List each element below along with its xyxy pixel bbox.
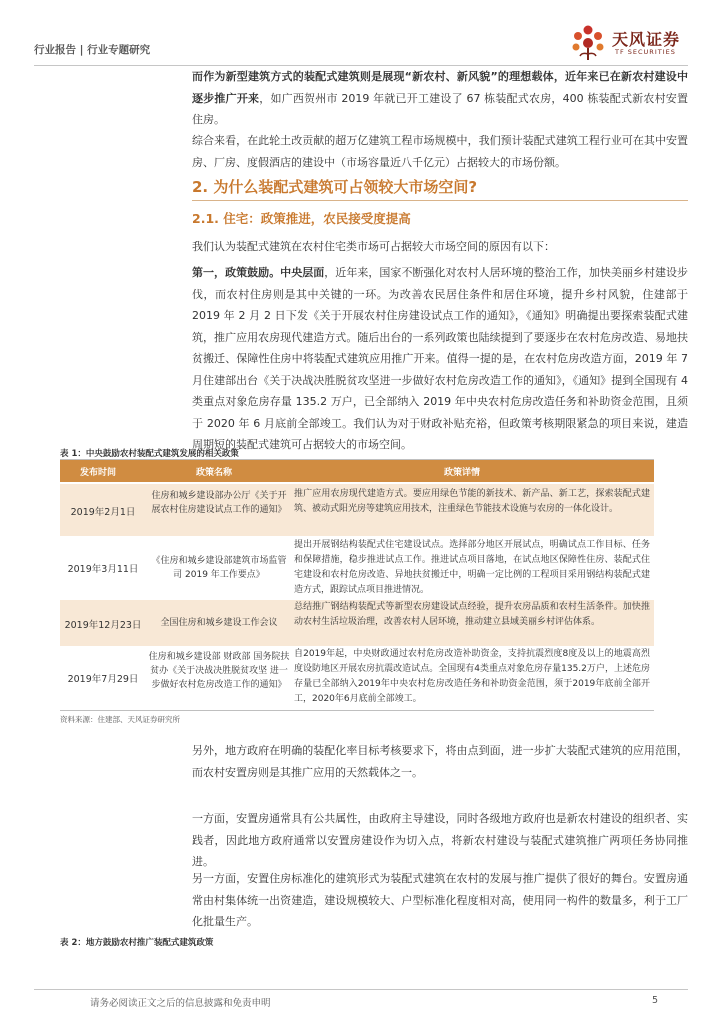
footer-disclaimer: 请务必阅读正文之后的信息披露和免责申明 — [90, 998, 271, 1009]
row-date: 2019年12月23日 — [64, 620, 142, 631]
row-policy-detail: 推广应用农房现代建造方式。要应用绿色节能的新技术、新产品、新工艺，探索装配式建筑、被动式阳光房等建筑应用技术，注重绿色节能技术设施与农房的一体化设计。 — [294, 489, 650, 514]
subsection-heading: 2.1. 住宅：政策推进，农民接受度提高 — [192, 211, 411, 226]
table-header-detail: 政策详情 — [444, 468, 481, 478]
table-row — [60, 647, 654, 709]
row-policy-name: 住房和城乡建设部办公厅《关于开展农村住房建设试点工作的通知》 — [151, 491, 287, 515]
table-row — [60, 484, 654, 536]
table-header-date: 发布时间 — [80, 468, 117, 478]
row-policy-name: 《住房和城乡建设部建筑市场监管司 2019 年工作要点》 — [151, 556, 287, 580]
brand-name-cn: 天风证券 — [612, 30, 681, 49]
table-2-title: 表 2：地方鼓励农村推广装配式建筑政策 — [60, 938, 214, 948]
intro-paragraph-2: 综合来看，在此轮土改贡献的超万亿建筑工程市场规模中，我们预计装配式建筑工程行业可在其中安置房、厂房、度假酒店的建设中（市场容量近八千亿元）占据较大的市场份额。 — [192, 134, 688, 169]
page-number: 5 — [652, 995, 659, 1006]
policy-rest: ，近年来，国家不断强化对农村人居环境的整治工作，加快美丽乡村建设步伐，而农村住房则是其中关键的一环。为改善农民居住条件和居住环境，提升乡村风貌，住建部于 2019 年 2 月 2 日下发《关于开展农村住房建设试点工作的通知》，《通知》明确提出要探索装配式建筑，推广应用农房现代建造方式。随后出台的一系列政策也陆续提到了要逐步在农村危房改造、易地扶贫搬迁、保障性住房中将装配式建筑应用推广开来。值得一提的是，在农村危房改造方面，2019 年 7 月住建部出台《关于决战决胜脱贫攻坚进一步做好农村危房改造工作的通知》，《通知》提到全国现有 4 类重点对象危房存量 135.2 万户，已全部纳入 2019 年中央农村危房改造任务和补助资金范围，且须于 2020 年 6 月底前全部竣工。我们认为对于财政补贴充裕，但政策考核期限紧急的项目来说，建造周期短的装配式建筑可占据较大的市场空间。 — [192, 266, 689, 451]
after-paragraph-2: 一方面，安置房通常具有公共属性，由政府主导建设，同时各级地方政府也是新农村建设的组织者、实践者，因此地方政府通常以安置房建设作为切入点，将新农村建设与装配式建筑推广两项任务协同推进。 — [192, 812, 688, 868]
table-bottom-rule — [60, 710, 654, 711]
brand-flower-icon — [568, 24, 608, 62]
table-source-note: 资料来源：住建部、天风证券研究所 — [60, 715, 180, 724]
row-date: 2019年3月11日 — [67, 564, 139, 575]
intro-paragraph-1 — [192, 66, 688, 131]
table-row — [60, 537, 654, 599]
row-date: 2019年2月1日 — [70, 507, 136, 518]
table-1-title: 表 1：中央鼓励农村装配式建筑发展的相关政策 — [60, 449, 239, 459]
row-policy-name: 住房和城乡建设部 财政部 国务院扶贫办《关于决战决胜脱贫攻坚 进一步做好农村危房改造工作的通知》 — [148, 652, 290, 690]
row-date: 2019年7月29日 — [67, 674, 139, 685]
footer-divider — [34, 989, 688, 990]
brand-logo — [568, 24, 698, 62]
policy-bold: 第一，政策鼓励。中央层面 — [192, 266, 325, 279]
brand-name-en: TF SECURITIES — [615, 48, 676, 56]
report-type-label: 行业报告 | 行业专题研究 — [34, 44, 151, 56]
after-paragraph-3: 另一方面，安置住房标准化的建筑形式为装配式建筑在农村的发展与推广提供了很好的舞台。安置房通常由村集体统一出资建造，建设规模较大、户型标准化程度相对高，使用同一构件的数量多，利于工厂化批量生产。 — [192, 872, 688, 928]
row-policy-detail: 提出开展钢结构装配式住宅建设试点。选择部分地区开展试点，明确试点工作目标、任务和保障措施，稳步推进试点工作。推进试点项目落地，在试点地区保障性住房、装配式住宅建设和农村危房改造、异地扶贫搬迁中，明确一定比例的工程项目采用钢结构装配式建造方式，跟踪试点项目推进情况。 — [294, 540, 650, 595]
section-lead-paragraph: 我们认为装配式建筑在农村住宅类市场可占据较大市场空间的原因有以下： — [192, 240, 555, 253]
table-header-row — [60, 460, 654, 482]
policy-paragraph — [192, 262, 688, 456]
after-paragraph-1: 另外，地方政府在明确的装配化率目标考核要求下，将由点到面，进一步扩大装配式建筑的应用范围，而农村安置房则是其推广应用的天然载体之一。 — [192, 744, 688, 779]
intro-p1-rest: ，如广西贺州市 2019 年就已开工建设了 67 栋装配式农房，400 栋装配式新农村安置住房。 — [192, 91, 689, 126]
row-policy-detail: 总结推广钢结构装配式等新型农房建设试点经验，提升农房品质和农村生活条件。加快推动农村生活垃圾治理，改善农村人居环境，推动建立县域美丽乡村评估体系。 — [294, 602, 650, 627]
intro-p1-bold: 而作为新型建筑方式的装配式建筑则是展现“新农村、新风貌”的理想载体，近年来已在新农村建设中逐步推广开来 — [192, 70, 688, 105]
section-heading-rule — [192, 200, 688, 201]
row-policy-name: 全国住房和城乡建设工作会议 — [160, 618, 278, 628]
section-heading: 2. 为什么装配式建筑可占领较大市场空间? — [192, 178, 478, 196]
table-row — [60, 600, 654, 646]
table-header-name: 政策名称 — [196, 468, 233, 478]
row-policy-detail: 自2019年起，中央财政通过农村危房改造补助资金，支持抗震烈度8度及以上的地震高烈度设防地区开展农房抗震改造试点。全国现有4类重点对象危房存量135.2万户，上述危房存量已全部纳入2019年中央农村危房改造任务和补助资金范围，须于2019年底前全部开工，2020年6月底前全部竣工。 — [294, 649, 650, 704]
